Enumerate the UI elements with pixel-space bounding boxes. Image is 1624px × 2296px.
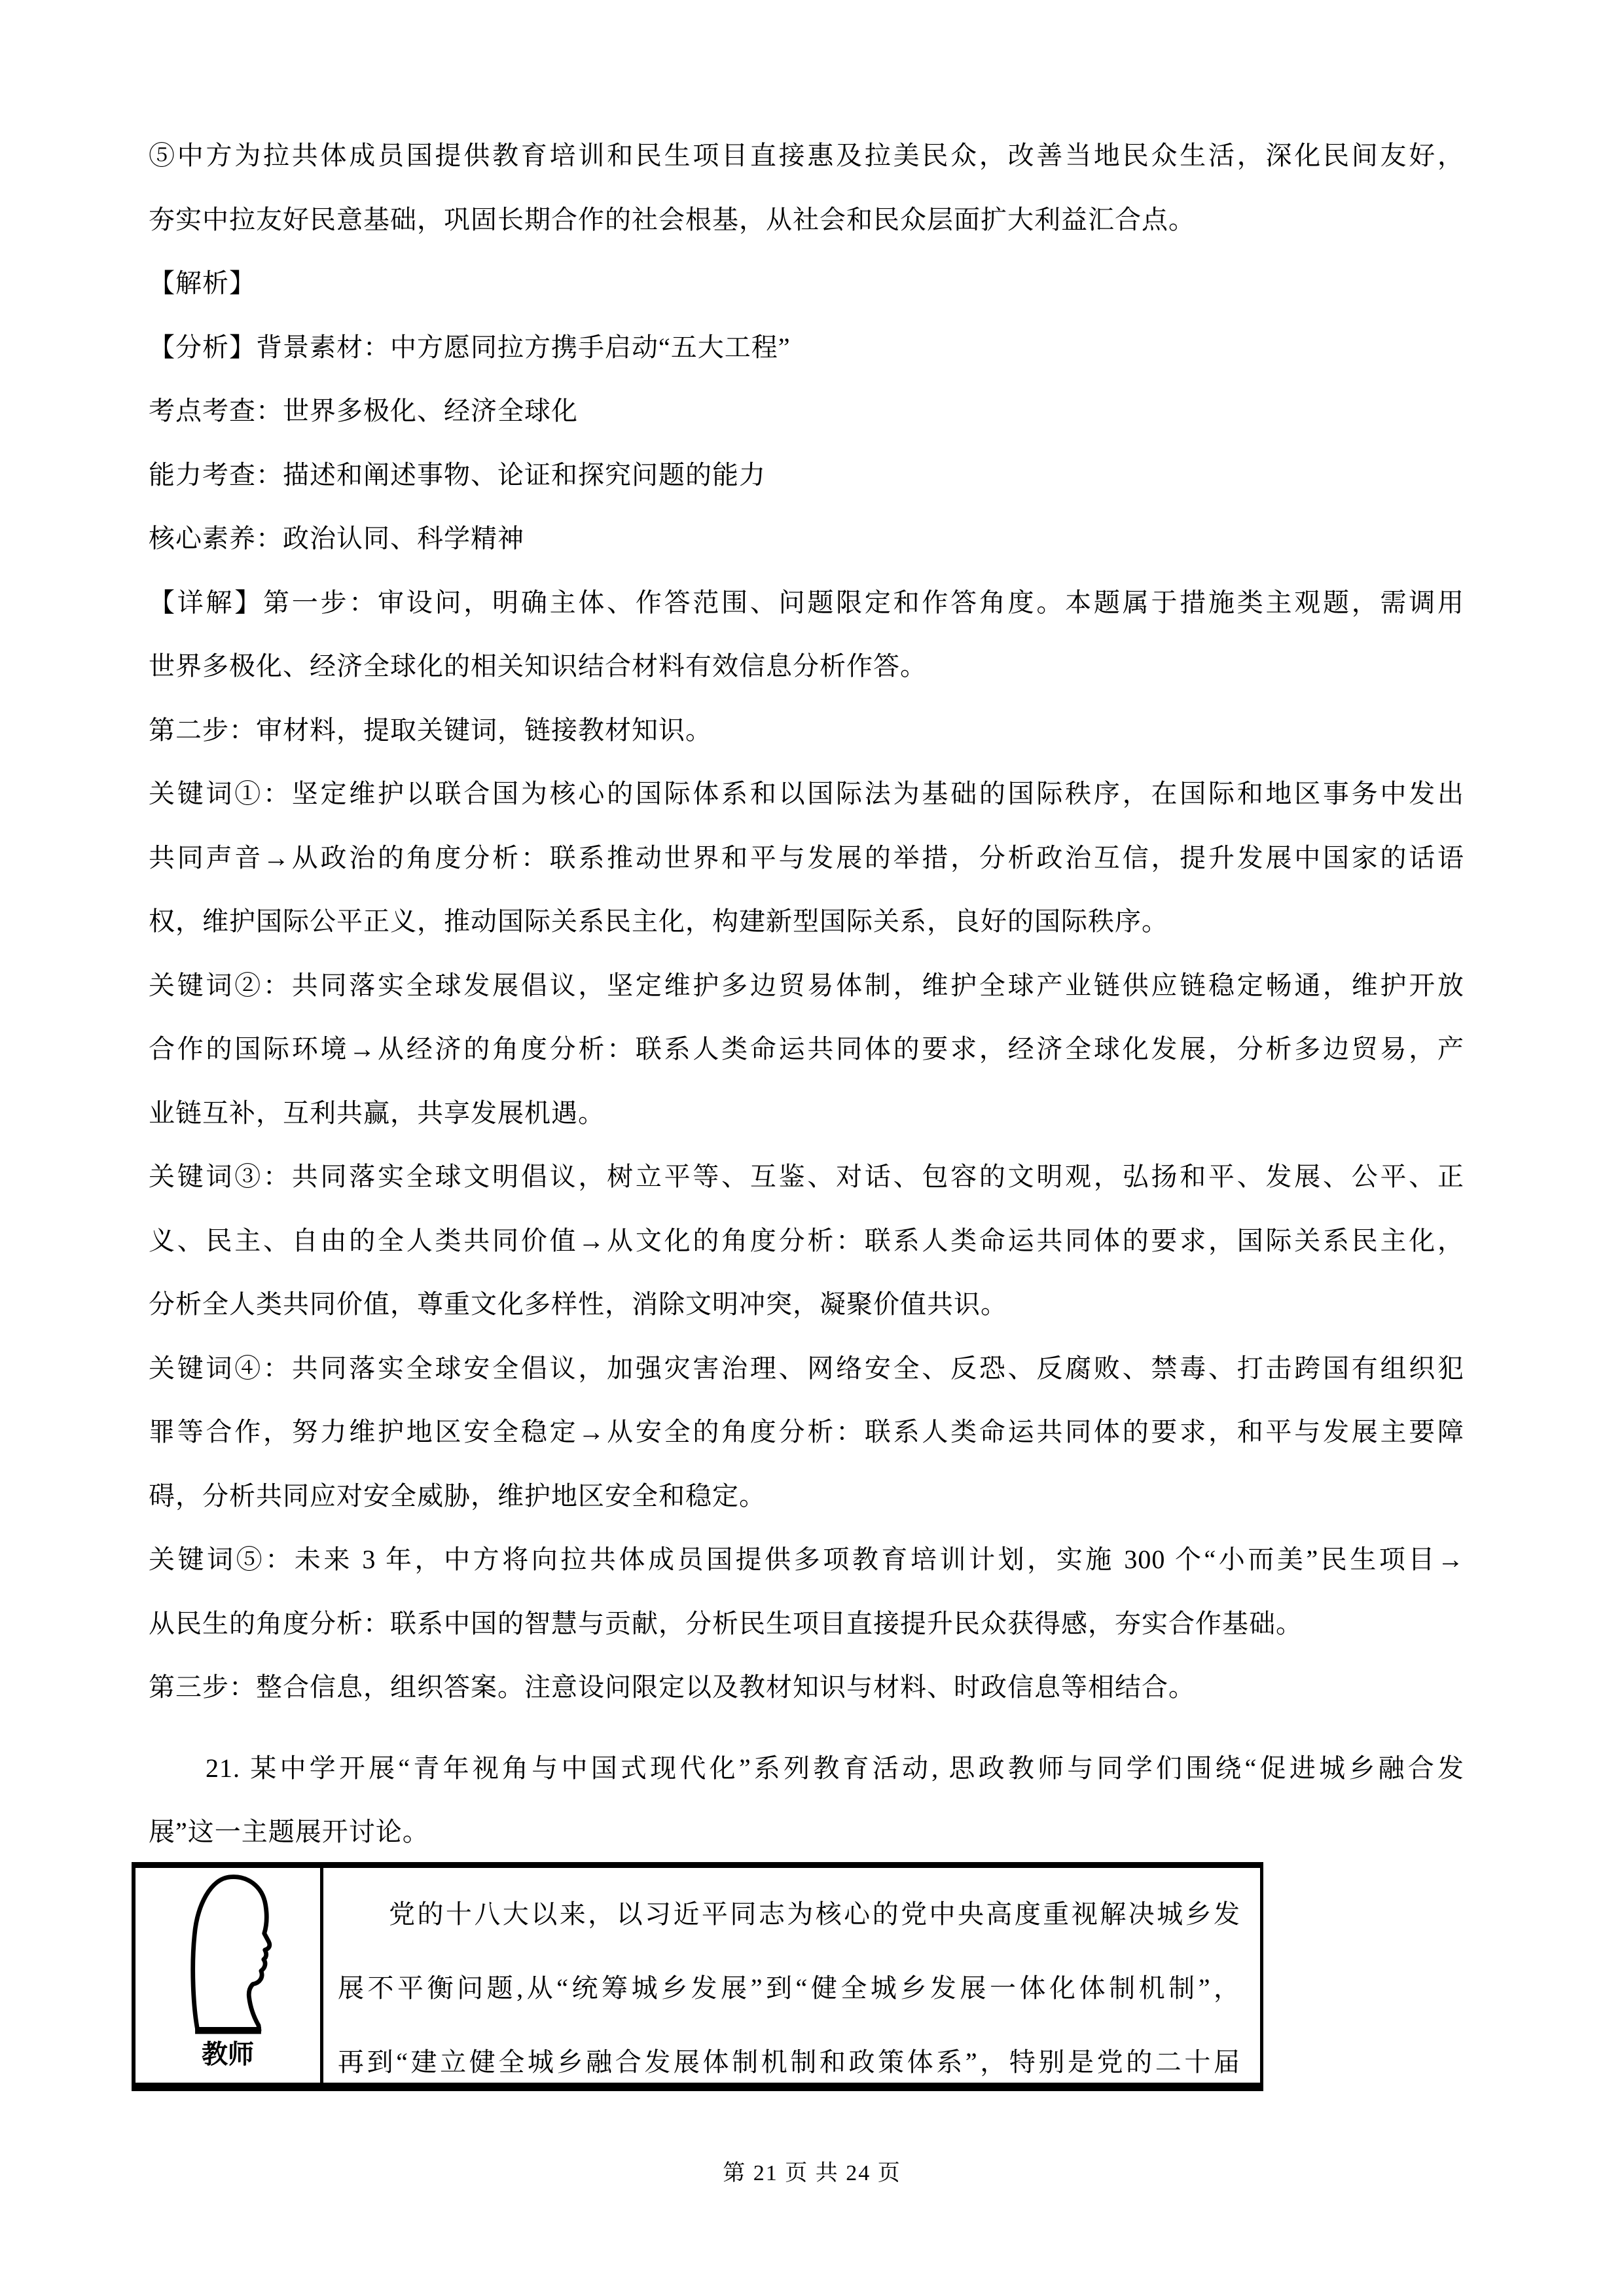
teacher-cell [135,1868,323,2083]
text-line: 展”这一主题展开讨论。 [149,1817,429,1846]
teacher-head-profile-icon [170,1872,286,2040]
text-line: 关键词⑤：未来 3 年，中方将向拉共体成员国提供多项教育培训计划，实施 300 个“小而美”民生项目→ [149,1545,1464,1574]
teacher-speech-text [323,1868,1260,2083]
text-line: 义、民主、自由的全人类共同价值→从文化的角度分析：联系人类命运共同体的要求，国际关系民主化， [149,1225,1464,1255]
text-line: 关键词③：共同落实全球文明倡议，树立平等、互鉴、对话、包容的文明观，弘扬和平、发展、公平、正 [149,1162,1464,1191]
text-line: 关键词④：共同落实全球安全倡议，加强灾害治理、网络安全、反恐、反腐败、禁毒、打击跨国有组织犯 [149,1353,1464,1383]
text-line: 分析全人类共同价值，尊重文化多样性，消除文明冲突，凝聚价值共识。 [149,1289,1007,1319]
text-line: 【详解】第一步：审设问，明确主体、作答范围、问题限定和作答角度。本题属于措施类主观题，需调用 [149,587,1464,617]
text-line: 世界多极化、经济全球化的相关知识结合材料有效信息分析作答。 [149,651,927,681]
exam-analysis-text [149,124,1464,1864]
text-line: 党的十八大以来，以习近平同志为核心的党中央高度重视解决城乡发 [389,1899,1240,1929]
text-line: 核心素养：政治认同、科学精神 [149,524,524,553]
text-line: 21. 某中学开展“青年视角与中国式现代化”系列教育活动, 思政教师与同学们围绕“促进城乡融合发 [206,1753,1464,1783]
page-footer: 第 21 页 共 24 页 [723,2161,901,2185]
text-line: 【分析】背景素材：中方愿同拉方携手启动“五大工程” [149,332,791,362]
text-line: 关键词②：共同落实全球发展倡议，坚定维护多边贸易体制，维护全球产业链供应链稳定畅通，维护开放 [149,970,1464,1000]
text-line: 碍，分析共同应对安全威胁，维护地区安全和稳定。 [149,1480,766,1511]
text-line: 业链互补，互利共赢，共享发展机遇。 [149,1098,605,1128]
text-line: 考点考查：世界多极化、经济全球化 [149,396,578,425]
text-line: 能力考查：描述和阐述事物、论证和探究问题的能力 [149,459,766,490]
text-line: 合作的国际环境→从经济的角度分析：联系人类命运共同体的要求，经济全球化发展，分析多边贸易，产 [149,1034,1464,1064]
text-line: 展不平衡问题,从“统筹城乡发展”到“健全城乡发展一体化体制机制”， [338,1973,1240,2003]
text-line: 关键词①：坚定维护以联合国为核心的国际体系和以国际法为基础的国际秩序，在国际和地区事务中发出 [149,779,1464,808]
text-line: 夯实中拉友好民意基础，巩固长期合作的社会根基，从社会和民众层面扩大利益汇合点。 [149,204,1195,234]
text-line: ⑤中方为拉共体成员国提供教育培训和民生项目直接惠及拉美民众，改善当地民众生活，深化民间友好， [149,141,1464,170]
text-line: 第三步：整合信息，组织答案。注意设问限定以及教材知识与材料、时政信息等相结合。 [149,1672,1195,1702]
text-line: 【解析】 [149,268,256,298]
teacher-label: 教师 [202,2040,254,2069]
text-line: 从民生的角度分析：联系中国的智慧与贡献，分析民生项目直接提升民众获得感，夯实合作基础。 [149,1608,1303,1638]
teacher-statement-box [132,1862,1263,2091]
text-line: 权，维护国际公平正义，推动国际关系民主化，构建新型国际关系，良好的国际秩序。 [149,906,1168,936]
text-line: 再到“建立健全城乡融合发展体制机制和政策体系”，特别是党的二十届 [338,2047,1240,2077]
text-line: 第二步：审材料，提取关键词，链接教材知识。 [149,715,712,745]
text-line: 罪等合作，努力维护地区安全稳定→从安全的角度分析：联系人类命运共同体的要求，和平与发展主要障 [149,1417,1464,1446]
text-line: 共同声音→从政治的角度分析：联系推动世界和平与发展的举措，分析政治互信，提升发展中国家的话语 [149,842,1464,872]
